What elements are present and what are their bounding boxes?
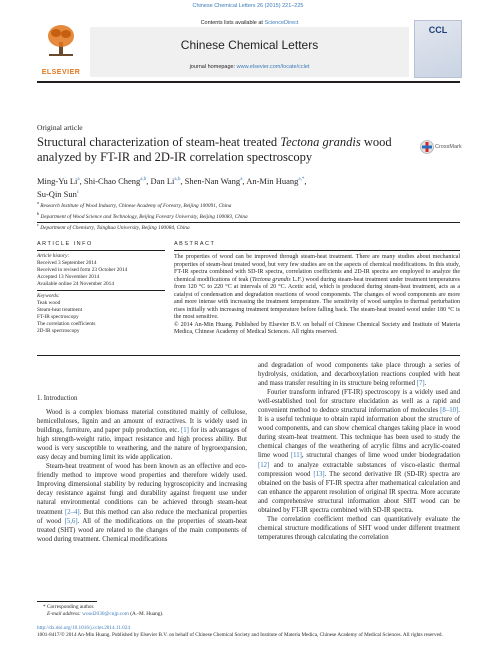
crossmark-label: CrossMark: [435, 144, 462, 150]
affiliations: [37, 199, 460, 233]
paragraph: The correlation coefficient method can quantitatively evaluate the chemical structure modifications of SHT wood under different treatment temperatures through calculating the correlation: [258, 515, 460, 541]
homepage-prefix: journal homepage:: [189, 64, 237, 70]
cover-abbrev: CCL: [428, 25, 448, 35]
citation-link[interactable]: [1]: [180, 427, 189, 435]
author[interactable]: An-Min Huang$^{a,*}$: [246, 175, 305, 186]
citation-link[interactable]: [13]: [313, 470, 325, 478]
article-type: Original article: [37, 123, 83, 132]
author[interactable]: Su-Qin Sun$^c$: [37, 188, 80, 199]
sciencedirect-link[interactable]: ScienceDirect: [264, 20, 299, 26]
contents-line: [90, 20, 409, 26]
crossmark-icon: [420, 140, 434, 154]
author[interactable]: Shen-Nan Wang$^a$: [184, 175, 243, 186]
paragraph: and degradation of wood components take place through a series of hydrolysis, oxidation, and decarboxylation reactions coupled with heat and mass transfer resulting in its structure being reformed [7].: [258, 362, 460, 388]
abstract-text: The properties of wood can be improved through steam-heat treatment. There are many studies about mechanical properties of steam-heat treated wood, but very few studies are on the aspects of chemical modifications. In this study, FT-IR spectra combined with SD-IR spectra, correlation coefficients and 2D-IR spectra are employed to analyze the chemical modifications of teak (Tectona grandis L.F.) wood during steam-heat treatment under treatment temperatures from 120 °C to 220 °C at intervals of 20 °C. Acetic acid, which is produced during steam-heat treatment, acts as a catalyst of condensation and degradation reactions of wood components. The changes of wood components are more and more intense with increasing the treatment temperature. The sensitivity of wood samples to thermal perturbation rises initially with increasing treatment temperature before falling back. The steam-heat treated wood under 180 °C is the most sensitive. © 2014 An-Min Huang. Published by Elsevier B.V. on behalf of Chinese Chemical Society and Institute of Materia Medica, Chinese Academy of Medical Sciences. All rights reserved.: [174, 254, 460, 335]
journal-homepage: [90, 64, 409, 70]
divider: [37, 222, 460, 223]
footnote: * Corresponding author. E-mail address: wood2030@cnjp.com (A.-M. Huang).: [43, 604, 164, 617]
paragraph: Steam-heat treatment of wood has been known as an effective and eco-friendly method to improve wood properties and therefore widely used. Improving dimensional stability by reducing hygroscopicity and increasing decay resistance against fungi and durability against frequent use under natural environmental conditions can be achieved through steam-heat treatment [2–4]. But this method can also reduce the mechanical properties of wood [5,6]. All of the modifications on the properties of steam-heat treated (SHT) wood are related to the changes of the main components of wood during treatment. Chemical modifications: [37, 463, 247, 543]
doi-link[interactable]: http://dx.doi.org/10.1016/j.cclet.2014.11.024: [37, 625, 130, 631]
journal-cover-thumbnail: [414, 20, 462, 78]
paragraph: Fourier transform infrared (FT-IR) spectroscopy is a widely used and well-established tool for structure elucidation as well as a rapid and convenient method to deduce structural information of molecules [8–10]. It is a useful technique to obtain rapid information about the structure of wood components, and can show chemical changes taking place in wood during steam-heat treatment. This technique has been used to study the chemical changes of the weathering of acrylic films and acrylic-coated lime wood [11], structural changes of lime wood under biodegradation [12] and to analyze extractable substances of visco-elastic thermal compression wood [13]. The second derivative IR (SD-IR) spectra are obtained on the basis of FT-IR spectra after mathematical calculation and can enhance the apparent resolution of original IR spectra. More accurate and comprehensive structural information about SHT wood can be obtained by FT-IR spectra combined with SD-IR spectra.: [258, 389, 460, 514]
article-history: Article history: Received 3 September 2014 Received in revised form 23 October 2014 Accepted 13 November 2014 Available online 24 November 2014: [37, 253, 165, 288]
doi-and-copyright: [37, 625, 460, 638]
affiliation: $^b$ Department of Wood Science and Technology, Beijing Forestry University, Beijing 100083, China: [37, 211, 248, 220]
homepage-link[interactable]: www.elsevier.com/locate/cclet: [236, 64, 310, 70]
article-info-heading: ARTICLE INFO: [37, 241, 93, 247]
citation-link[interactable]: [5,6]: [64, 517, 78, 525]
author[interactable]: Shi-Chao Cheng$^{a,b}$: [83, 175, 147, 186]
author[interactable]: Dan Li$^{a,b}$: [150, 175, 181, 186]
elsevier-logo: [38, 20, 84, 76]
history-item: Available online 24 November 2014: [37, 280, 114, 287]
article-title: Structural characterization of steam-heat treated Tectona grandis wood analyzed by FT-IR and 2D-IR correlation spectroscopy: [37, 135, 392, 164]
affiliation: $^c$ Department of Chemistry, Tsinghua University, Beijing 100084, China: [37, 222, 190, 232]
footnote-rule: [37, 601, 97, 602]
contents-prefix: Contents lists available at: [200, 20, 265, 26]
publisher-name: ELSEVIER: [41, 69, 81, 76]
divider: [37, 250, 165, 251]
abstract-copyright: © 2014 An-Min Huang. Published by Elsevier B.V. on behalf of Chinese Chemical Society and Institute of Materia Medica, Chinese Academy of Medical Sciences. All rights reserved.: [174, 321, 460, 335]
journal-title: Chinese Chemical Letters: [180, 38, 319, 52]
history-item: Received 3 September 2014: [37, 259, 97, 266]
divider: [174, 250, 460, 251]
keyword: The correlation coefficients: [37, 320, 96, 327]
author-list: Ming-Yu Li$^a$, Shi-Chao Cheng$^{a,b}$, Dan Li$^{a,b}$, Shen-Nan Wang$^a$, An-Min Huang$^{a,*}$, Su-Qin Sun$^c$: [37, 175, 307, 199]
citation-link[interactable]: [2–4]: [64, 508, 80, 516]
elsevier-tree-icon: [46, 22, 76, 58]
keywords: Keywords: Teak wood Steam-heat treatment FT-IR spectroscopy The correlation coefficients 2D-IR spectroscopy: [37, 293, 165, 334]
body-left-column: [37, 408, 247, 544]
keyword: Steam-heat treatment: [37, 306, 83, 313]
abstract-heading: ABSTRACT: [174, 241, 216, 247]
crossmark-badge[interactable]: [420, 138, 460, 158]
keyword: Teak wood: [37, 299, 61, 306]
paragraph: Wood is a complex biomass material constituted mainly of cellulose, hemicelluloses, lignin and an amount of extractives. It is widely used in buildings, furniture, and paper pulp production, etc. [1] for its advantages of high strength-weight ratio, impact resistance and high process ability. But wood is very susceptible to weathering, and the nature of hygroexpansion, easy decay and burning limit its wide application.: [37, 409, 247, 462]
citation-link[interactable]: [11]: [290, 452, 302, 460]
citation-link[interactable]: [12]: [258, 461, 270, 469]
section-heading: 1. Introduction: [37, 395, 78, 402]
keyword: FT-IR spectroscopy: [37, 313, 79, 320]
affiliation: $^a$ Research Institute of Wood Industry, Chinese Academy of Forestry, Beijing 100091, China: [37, 200, 232, 209]
masthead-rule: [37, 81, 460, 83]
body-right-column: [258, 361, 460, 542]
bottom-copyright: 1001-8417/© 2014 An-Min Huang. Published by Elsevier B.V. on behalf of Chinese Chemical Society and Institute of Materia Medica, Chinese Academy of Medical Sciences. All rights reserved.: [37, 631, 443, 638]
history-item: Received in revised form 23 October 2014: [37, 266, 128, 273]
citation-link[interactable]: [7]: [416, 380, 425, 388]
divider: [37, 355, 460, 356]
author[interactable]: Ming-Yu Li$^a$: [37, 175, 80, 186]
citation-link[interactable]: [8–10]: [440, 407, 459, 415]
email-link[interactable]: wood2030@cnjp.com: [82, 611, 129, 617]
journal-reference[interactable]: Chinese Chemical Letters 26 (2015) 221–225: [192, 3, 304, 9]
history-item: Accepted 13 November 2014: [37, 273, 100, 280]
divider: [37, 290, 165, 291]
keyword: 2D-IR spectroscopy: [37, 327, 80, 334]
